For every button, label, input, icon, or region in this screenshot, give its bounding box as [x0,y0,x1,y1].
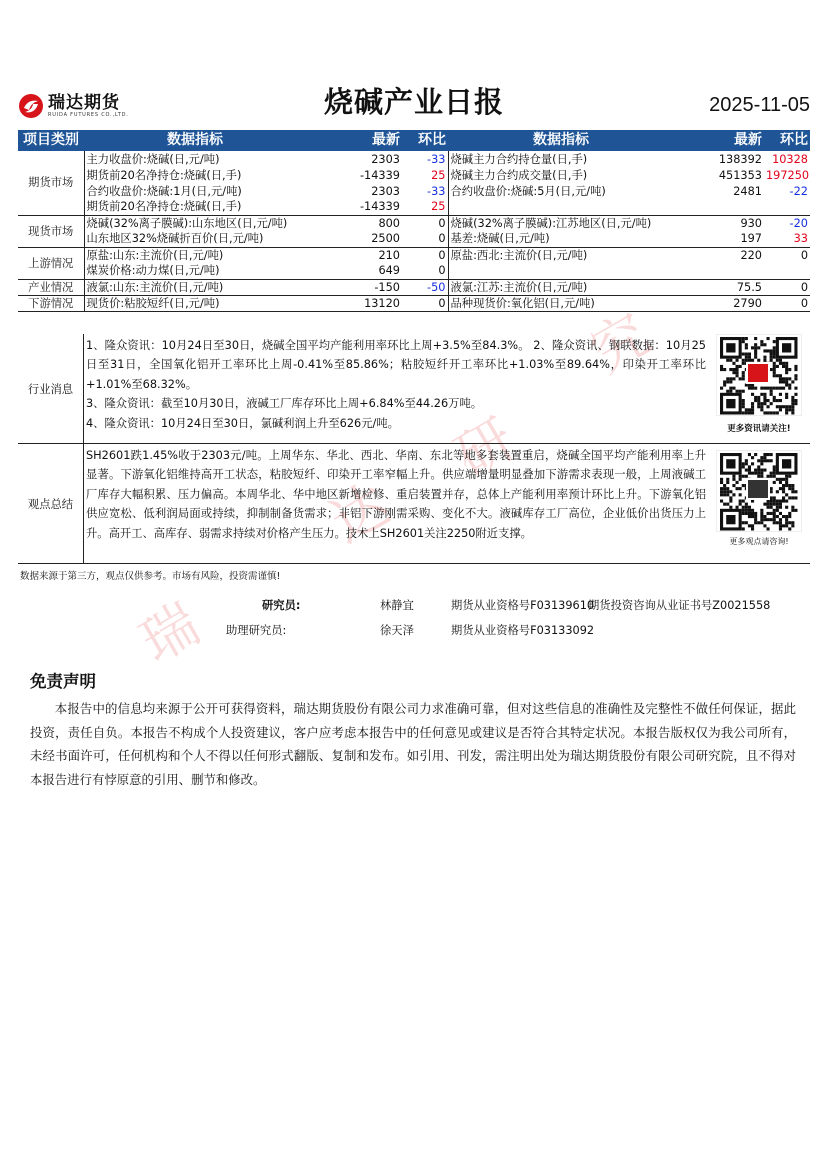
latest-value-cell: 75.5 [674,279,764,295]
table-row [18,247,810,263]
latest-value-cell: 2303 [371,184,400,198]
summary-text: SH2601跌1.45%收于2303元/吨。上周华东、华北、西北、华南、东北等地多套装置重启，烧碱全国平均产能利用率上升显著。下游氧化铝维持高开工状态，粘胶短纤、印染开工率窄幅上升。供应端增量明显叠加下游需求表现一般，上周液碱工厂库存大幅积累、压力偏高。本周华北、华中地区新增检修、重启装置并存，总体上产能利用率预计环比上升。下游氧化铝供应宽松、低利润局面或持续，抑制制备货需求；非铝下游刚需采购、变化不大。液碱库存工厂高位，企业低价出货压力上升。高开工、高库存、弱需求持续对价格产生压力。技术上SH2601关注2250附近支撑。 [86,449,706,540]
change-value-cell: 0 [764,247,810,263]
header-indicator-right: 数据指标 [448,130,674,151]
latest-value-cell: -14339 [359,200,400,214]
indicator-name-cell: 品种现货价:氧化铝(日,元/吨) [448,295,674,311]
header-category: 项目类别 [18,130,84,151]
table-row [18,279,810,295]
watermark-char-4: 究 [579,301,661,387]
industry-news-text [86,336,706,433]
wechat-qr-code-icon [716,450,802,532]
indicator-table [18,130,810,312]
researcher-label: 研究员: [262,599,301,612]
change-value-cell: -33 [402,183,448,199]
indicator-name-cell: 烧碱主力合约成交量(日,手) [450,168,588,182]
report-title: 烧碱产业日报 [323,85,504,119]
summary-qr-block [716,450,802,547]
change-value-cell: 0 [402,263,448,279]
industry-news-label: 行业消息 [18,334,84,443]
indicator-name-cell: 原盐:山东:主流价(日,元/吨) [84,247,306,263]
change-value-cell: -50 [402,279,448,295]
latest-value-cell: -150 [306,279,402,295]
indicator-name-cell: 期货前20名净持仓:烧碱(日,手) [86,200,242,214]
latest-value-cell: 930 [674,215,764,231]
industry-news-item: 1、隆众资讯：10月24日至30日，烧碱全国平均产能利用率环比上周+3.5%至84.3%。 2、隆众资讯、钢联数据：10月25日至31日，全国氧化铝开工率环比上周-0.41%至85.86%；粘胶短纤开工率环比+1.03%至89.64%，印染开工率环比+1.01%至68.32%。 [86,339,706,391]
industry-news-item: 4、隆众资讯：10月24日至30日，氯碱利润上升至626元/吨。 [86,416,399,430]
indicator-name-cell: 烧碱(32%离子膜碱):山东地区(日,元/吨) [84,215,306,231]
change-value-cell: -22 [789,184,808,198]
watermark-char-2: 达 [319,471,401,557]
indicator-name-cell: 液氯:江苏:主流价(日,元/吨) [448,279,674,295]
header-change-right: 环比 [764,130,810,151]
indicator-name-cell: 原盐:西北:主流价(日,元/吨) [448,247,674,263]
researcher-cert-1: 期货从业资格号F03139610 [451,599,595,612]
table-row [18,231,810,247]
risk-note: 数据来源于第三方，观点仅供参考。市场有风险，投资需谨慎! [20,571,281,582]
change-value-cell [764,263,810,279]
indicator-name-cell: 煤炭价格:动力煤(日,元/吨) [86,264,220,278]
report-date: 2025-11-05 [709,94,810,116]
change-value-cell: 10328 [772,152,808,166]
change-value-cell: 0 [402,231,448,247]
researcher-cert-2: 期货投资咨询从业证书号Z0021558 [588,599,771,612]
latest-value-cell: 2481 [733,184,762,198]
change-value-cell: 0 [402,247,448,263]
indicator-name-cell: 液氯:山东:主流价(日,元/吨) [84,279,306,295]
indicator-name-cell [448,263,674,279]
logo-chinese-name: 瑞达期货 [48,92,120,113]
indicator-name-cell: 基差:烧碱(日,元/吨) [450,232,550,246]
latest-value-cell: 220 [674,247,764,263]
summary-section [18,444,810,564]
change-value-cell: 25 [402,167,448,183]
category-cell: 现货市场 [18,215,84,247]
change-value-cell: 0 [402,215,448,231]
qr-code-icon [716,334,802,416]
latest-value-cell: 138392 [718,152,762,166]
change-value-cell [764,199,810,215]
category-cell: 下游情况 [18,295,84,311]
report-header [18,78,810,128]
table-row [18,263,810,279]
indicator-name-cell: 山东地区32%烧碱折百价(日,元/吨) [86,232,264,246]
latest-value-cell: 197 [740,232,762,246]
latest-value-cell [674,199,764,215]
watermark-char-3: 研 [444,406,526,492]
change-value-cell: 25 [402,199,448,215]
indicator-name-cell: 现货价:粘胶短纤(日,元/吨) [84,295,306,311]
industry-qr-block [716,334,802,434]
table-row [18,167,810,183]
indicator-name-cell: 合约收盘价:烧碱:1月(日,元/吨) [86,184,242,198]
indicator-name-cell: 烧碱(32%离子膜碱):江苏地区(日,元/吨) [448,215,674,231]
latest-value-cell: 2500 [371,232,400,246]
change-value-cell: 33 [793,232,808,246]
latest-value-cell: 649 [378,264,400,278]
indicator-name-cell [448,199,674,215]
change-value-cell: 0 [764,295,810,311]
indicator-name-cell: 期货前20名净持仓:烧碱(日,手) [86,168,242,182]
logo-english-name: RUIDA FUTURES CO.,LTD. [48,111,129,118]
latest-value-cell [674,263,764,279]
assistant-name: 徐天泽 [380,624,414,637]
industry-news-section [18,334,810,444]
header-change-left: 环比 [402,130,448,151]
table-row [18,295,810,311]
assistant-cert: 期货从业资格号F03133092 [451,624,595,637]
latest-value-cell: 2790 [674,295,764,311]
table-row [18,151,810,167]
category-cell: 产业情况 [18,279,84,295]
industry-news-item: 3、隆众资讯：截至10月30日，液碱工厂库存环比上周+6.84%至44.26万吨。 [86,397,483,411]
header-indicator-left: 数据指标 [84,130,306,151]
latest-value-cell: 210 [306,247,402,263]
latest-value-cell: 800 [306,215,402,231]
disclaimer-title: 免责声明 [30,672,96,691]
latest-value-cell: -14339 [359,168,400,182]
change-value-cell: 0 [764,279,810,295]
summary-qr-caption: 更多观点请咨询! [729,537,789,546]
summary-label: 观点总结 [18,444,84,563]
latest-value-cell: 2303 [371,152,400,166]
industry-qr-caption: 更多资讯请关注! [727,424,791,434]
watermark-char-1: 瑞 [129,591,211,677]
latest-value-cell: 13120 [306,295,402,311]
table-row [18,199,810,215]
category-cell: 上游情况 [18,247,84,279]
disclaimer-text: 本报告中的信息均来源于公开可获得资料，瑞达期货股份有限公司力求准确可靠，但对这些信息的准确性及完整性不做任何保证，据此投资，责任自负。本报告不构成个人投资建议，客户应考虑本报告中的任何意见或建议是否符合其特定状况。本报告版权仅为我公司所有，未经书面许可，任何机构和个人不得以任何形式翻版、复制和发布。如引用、刊发，需注明出处为瑞达期货股份有限公司研究院，且不得对本报告进行有悖原意的引用、删节和修改。 [30,701,796,787]
change-value-cell: 0 [402,295,448,311]
change-value-cell: -33 [402,151,448,167]
category-cell: 期货市场 [18,151,84,215]
change-value-cell: 197250 [766,168,810,182]
table-header-row [18,130,810,151]
change-value-cell: -20 [764,215,810,231]
researcher-name: 林静宜 [380,599,414,612]
indicator-name-cell: 主力收盘价:烧碱(日,元/吨) [86,152,220,166]
indicator-name-cell: 烧碱主力合约持仓量(日,手) [450,152,588,166]
header-latest-right: 最新 [674,130,764,151]
latest-value-cell: 451353 [718,168,762,182]
assistant-label: 助理研究员: [226,624,287,637]
indicator-name-cell: 合约收盘价:烧碱:5月(日,元/吨) [450,184,606,198]
table-row [18,215,810,231]
table-row [18,183,810,199]
header-latest-left: 最新 [306,130,402,151]
